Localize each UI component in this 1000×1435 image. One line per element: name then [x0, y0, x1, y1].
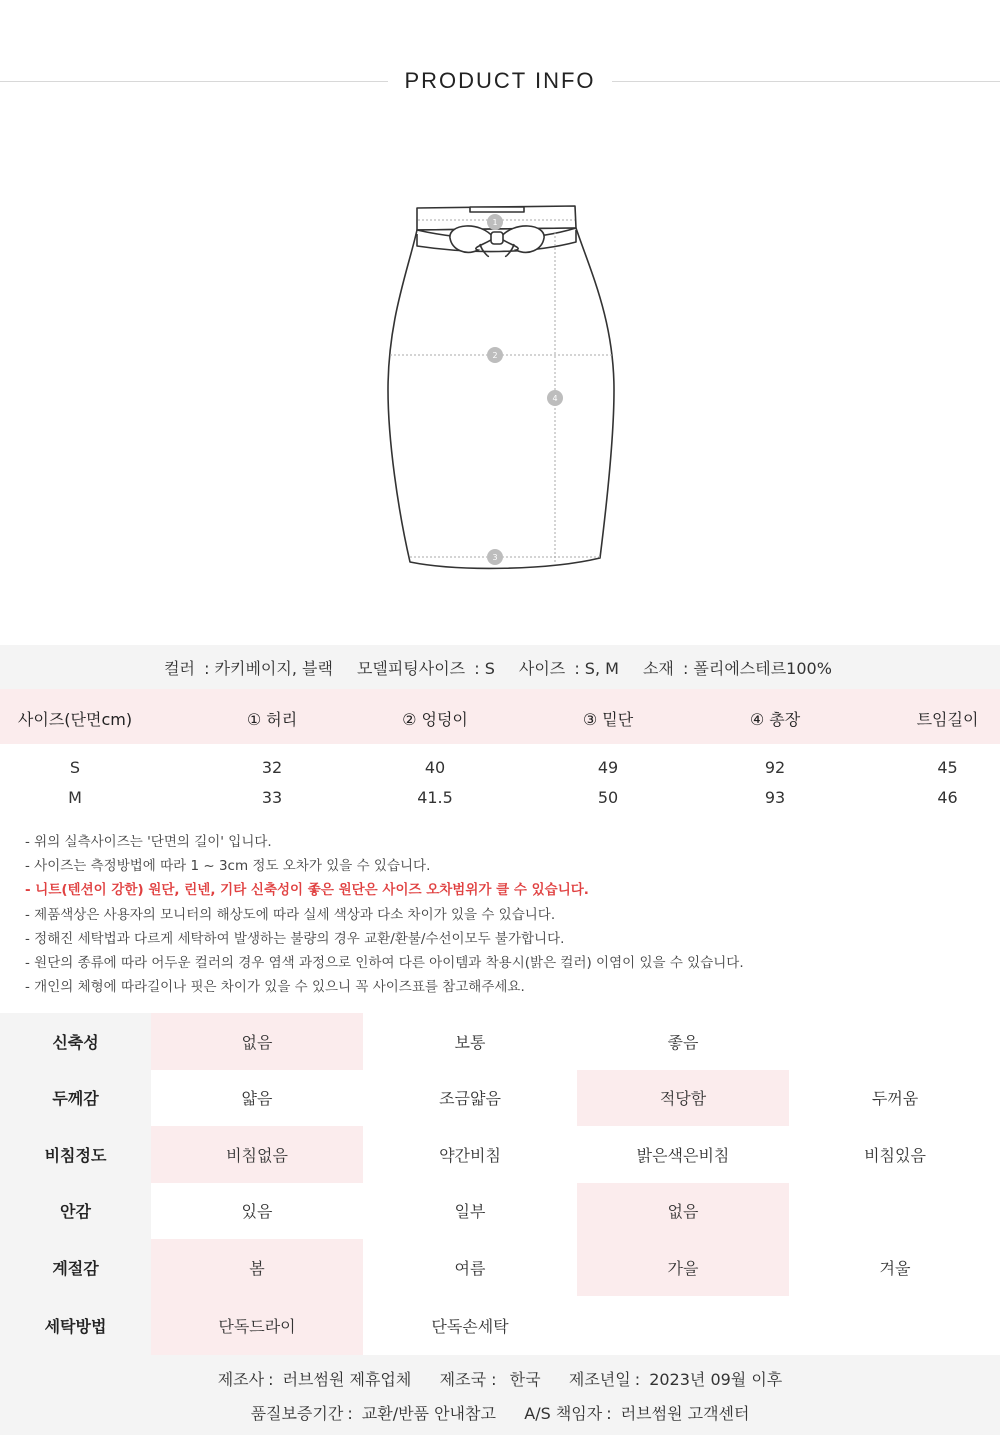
- size-header-hem: ③ 밑단: [582, 710, 634, 729]
- attr-option: 없음: [577, 1183, 789, 1240]
- attr-option: [577, 1296, 789, 1355]
- attr-option: 없음: [151, 1013, 363, 1070]
- attr-option: 약간비침: [439, 1145, 501, 1165]
- skirt-measurement-illustration: [370, 190, 630, 590]
- maker-label: 제조사: [217, 1370, 265, 1389]
- manufacturer-info: [0, 1355, 1000, 1435]
- marker-3-label: 3: [492, 553, 498, 562]
- attr-option: [789, 1183, 1000, 1240]
- warranty-label: 품질보증기간: [250, 1404, 344, 1423]
- color-label: 컬러: [164, 658, 195, 678]
- size-table-header: [0, 689, 1000, 744]
- attr-row-lining: [0, 1183, 1000, 1240]
- attr-option: 단독드라이: [151, 1296, 363, 1355]
- attr-option: 단독손세탁: [431, 1316, 509, 1336]
- note-item: - 사이즈는 측정방법에 따라 1 ~ 3cm 정도 오차가 있을 수 있습니다.: [25, 858, 431, 875]
- model-size-spec: 모델피팅사이즈 : S: [356, 658, 495, 678]
- size-row-m: [0, 788, 1000, 818]
- attr-option: 있음: [241, 1202, 273, 1222]
- date-label: 제조년일: [568, 1370, 631, 1389]
- attr-label: 신축성: [0, 1013, 151, 1070]
- attr-option: 가을: [577, 1239, 789, 1296]
- size-cell: 40: [424, 758, 446, 777]
- attr-option: 두꺼움: [871, 1089, 919, 1109]
- divider-right: [612, 81, 1000, 82]
- color-spec: 컬러 : 카키베이지, 블랙: [164, 658, 333, 678]
- size-header-size: 사이즈(단면cm): [17, 710, 133, 729]
- size-cell: 32: [261, 758, 283, 777]
- size-notes: [25, 830, 985, 999]
- attr-label: 비침정도: [0, 1126, 151, 1183]
- model-size-value: S: [484, 658, 495, 678]
- attr-option: 밝은색은비침: [636, 1145, 730, 1165]
- as-label: A/S 책임자: [524, 1404, 603, 1423]
- model-size-label: 모델피팅사이즈: [356, 658, 466, 678]
- note-item: - 제품색상은 사용자의 모니터의 해상도에 따라 실세 색상과 다소 차이가 있을 수 있습니다.: [25, 906, 556, 923]
- material-label: 소재: [642, 658, 674, 678]
- size-row-s: [0, 758, 1000, 788]
- attr-option: 보통: [454, 1032, 486, 1052]
- divider-left: [0, 81, 388, 82]
- color-value: 카키베이지, 블랙: [214, 658, 333, 678]
- attr-label: 세탁방법: [0, 1296, 151, 1355]
- size-header-slit: 트임길이: [916, 710, 979, 729]
- product-spec-bar: [0, 645, 1000, 689]
- as-value: 러브썸원 고객센터: [620, 1404, 750, 1423]
- attr-row-thickness: [0, 1070, 1000, 1127]
- maker-value: 러브썸원 제휴업체: [282, 1370, 412, 1389]
- attr-label: 두께감: [0, 1070, 151, 1127]
- size-cell: S: [69, 758, 81, 777]
- size-header-hip: ② 엉덩이: [402, 710, 468, 729]
- product-info-header: [0, 60, 1000, 104]
- size-cell: 41.5: [417, 788, 453, 807]
- attr-row-washing: [0, 1296, 1000, 1355]
- note-item: - 정해진 세탁법과 다르게 세탁하여 발생하는 불량의 경우 교환/환불/수선이모두 불가합니다.: [25, 930, 565, 947]
- footer-line-1: 제조사 : 러브썸원 제휴업체 제조국 : 한국 제조년일 : 2023년 09월 이후: [217, 1370, 783, 1389]
- attr-row-stretch: [0, 1013, 1000, 1070]
- size-cell: 33: [261, 788, 283, 807]
- warranty-value: 교환/반품 안내참고: [361, 1404, 496, 1423]
- attr-row-season: [0, 1239, 1000, 1296]
- attr-label: 계절감: [0, 1239, 151, 1296]
- size-cell: 93: [764, 788, 786, 807]
- size-cell: 46: [937, 788, 958, 807]
- product-attributes-table: [0, 1013, 1000, 1355]
- attr-option: 적당함: [577, 1070, 789, 1127]
- size-spec: 사이즈 : S, M: [518, 658, 619, 678]
- page-title: PRODUCT INFO: [404, 68, 596, 93]
- attr-row-sheerness: [0, 1126, 1000, 1183]
- size-header-length: ④ 총장: [749, 710, 801, 729]
- date-value: 2023년 09월 이후: [649, 1370, 783, 1389]
- attr-option: 조금얇음: [439, 1089, 501, 1109]
- size-cell: M: [68, 788, 82, 807]
- note-item: - 원단의 종류에 따라 어두운 컬러의 경우 염색 과정으로 인하여 다른 아이템과 착용시(밝은 컬러) 이염이 있을 수 있습니다.: [25, 954, 744, 971]
- attr-option: 얇음: [241, 1089, 273, 1109]
- attr-option: 봄: [151, 1239, 363, 1296]
- size-header-waist: ① 허리: [246, 710, 298, 729]
- material-spec: 소재 : 폴리에스테르100%: [642, 658, 832, 678]
- attr-option: 비침있음: [864, 1145, 926, 1165]
- marker-2-label: 2: [492, 351, 498, 360]
- size-value: S, M: [584, 658, 619, 678]
- marker-4-label: 4: [552, 394, 558, 403]
- size-cell: 92: [764, 758, 786, 777]
- country-label: 제조국 :: [439, 1370, 497, 1389]
- note-item: - 개인의 체형에 따라길이나 핏은 차이가 있을 수 있으니 꼭 사이즈표를 참고해주세요.: [25, 979, 525, 996]
- size-cell: 50: [597, 788, 619, 807]
- attr-option: [789, 1013, 1000, 1070]
- attr-label: 안감: [0, 1183, 151, 1240]
- note-warning: - 니트(텐션이 강한) 원단, 린넨, 기타 신축성이 좋은 원단은 사이즈 오차범위가 클 수 있습니다.: [25, 882, 589, 899]
- attr-option: 좋음: [667, 1032, 699, 1052]
- material-value: 폴리에스테르100%: [693, 658, 832, 678]
- footer-line-2: 품질보증기간 : 교환/반품 안내참고 A/S 책임자 : 러브썸원 고객센터: [250, 1404, 750, 1423]
- size-label: 사이즈: [518, 658, 566, 678]
- note-item: - 위의 실측사이즈는 '단면의 길이' 입니다.: [25, 834, 272, 850]
- size-cell: 49: [597, 758, 619, 777]
- attr-option: 일부: [454, 1202, 486, 1222]
- attr-option: 비침없음: [151, 1126, 363, 1183]
- attr-option: 겨울: [879, 1258, 911, 1278]
- attr-option: 여름: [454, 1258, 486, 1278]
- size-cell: 45: [937, 758, 958, 777]
- attr-option: [789, 1296, 1000, 1355]
- marker-1-label: 1: [492, 218, 498, 227]
- country-value: 한국: [509, 1370, 541, 1389]
